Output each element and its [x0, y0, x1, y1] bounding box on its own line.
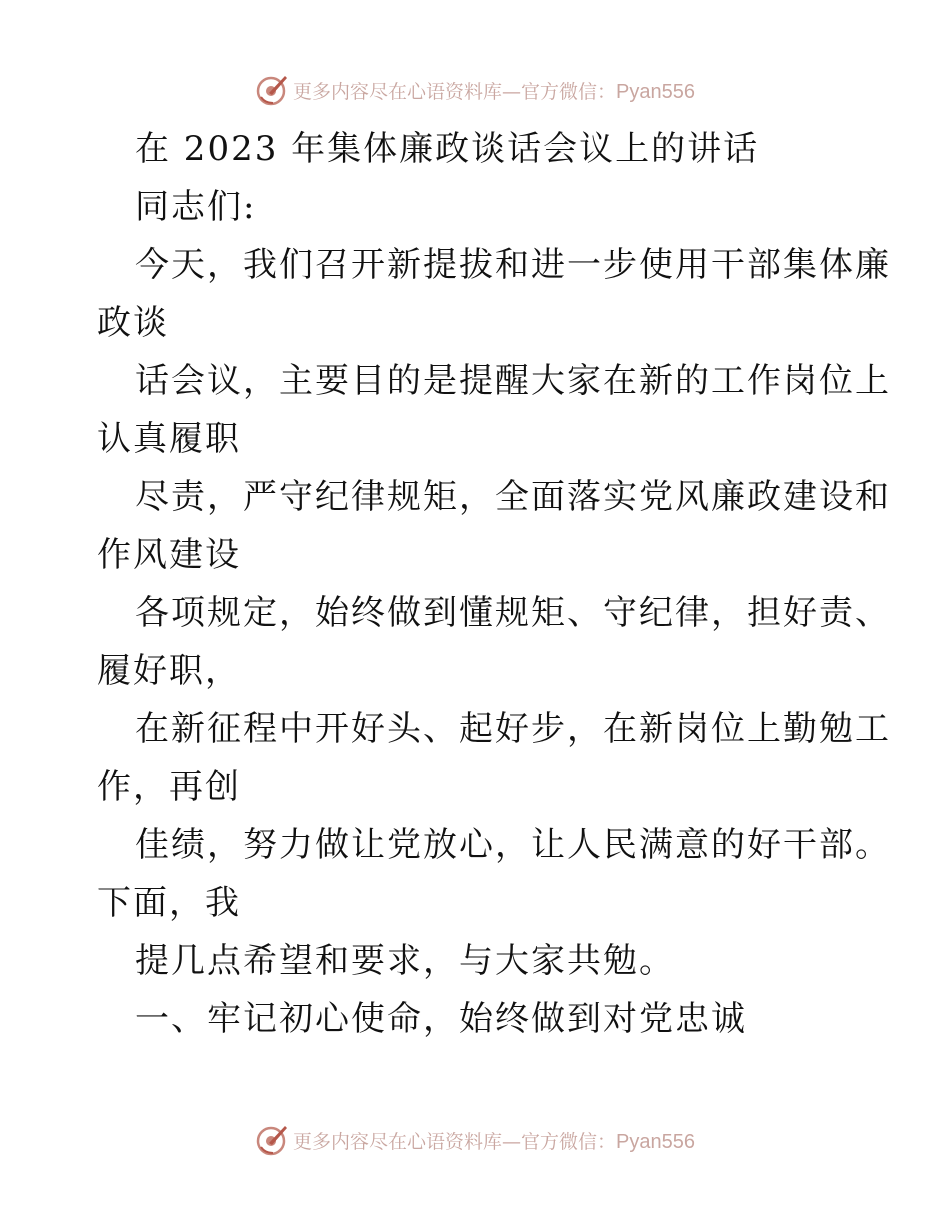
- footer-watermark: [0, 1120, 950, 1160]
- watermark-label: 更多内容尽在心语资料库—官方微信：: [293, 1130, 617, 1153]
- watermark-text: [293, 77, 695, 104]
- paragraph-line: 下面，我: [97, 883, 241, 923]
- paragraph-line: 同志们:: [135, 187, 257, 227]
- paragraph-line: 作，再创: [97, 767, 241, 807]
- paragraph-line: 佳绩，努力做让党放心，让人民满意的好干部。: [135, 825, 891, 865]
- paragraph-line: 今天，我们召开新提拔和进一步使用干部集体廉: [135, 245, 891, 285]
- paragraph-line: 在新征程中开好头、起好步，在新岗位上勤勉工: [135, 709, 891, 749]
- paragraph-line: 政谈: [97, 303, 169, 343]
- document-title: 在 2023 年集体廉政谈话会议上的讲话: [135, 129, 760, 169]
- paragraph-line: 各项规定，始终做到懂规矩、守纪律，担好责、: [135, 593, 891, 633]
- paragraph-line: 认真履职: [97, 419, 241, 459]
- paragraph-line: 话会议，主要目的是提醒大家在新的工作岗位上: [135, 361, 891, 401]
- watermark-wechat-id: Pyan556: [616, 1130, 695, 1153]
- header-watermark: [0, 70, 950, 110]
- paragraph-line: 尽责，严守纪律规矩，全面落实党风廉政建设和: [135, 477, 891, 517]
- paragraph-line: 履好职，: [97, 651, 241, 691]
- watermark-label: 更多内容尽在心语资料库—官方微信：: [293, 80, 617, 103]
- quill-pen-logo-icon: [255, 1123, 289, 1157]
- paragraph-line: 提几点希望和要求，与大家共勉。: [135, 941, 675, 981]
- paragraph-line: 一、牢记初心使命，始终做到对党忠诚: [135, 999, 747, 1039]
- watermark-wechat-id: Pyan556: [616, 80, 695, 103]
- quill-pen-logo-icon: [255, 73, 289, 107]
- document-body: [97, 120, 891, 1048]
- paragraph-line: 作风建设: [97, 535, 241, 575]
- watermark-text: [293, 1127, 695, 1154]
